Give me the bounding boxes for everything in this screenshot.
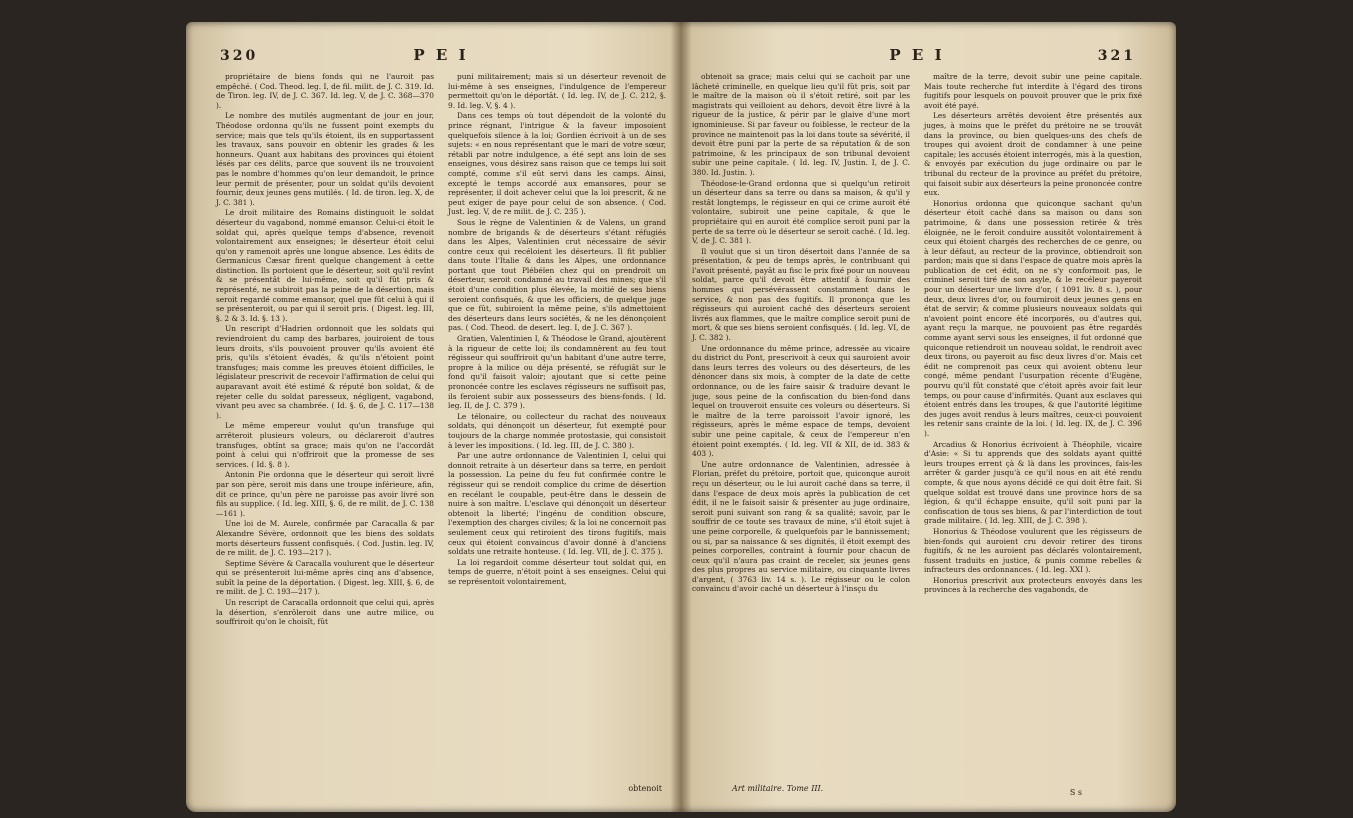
paragraph: Les déserteurs arrêtés devoient être présentés aux juges, à moins que le préfet du prétoire ne se trouvât dans la province, ou bien quelques-uns des chefs de troupes qui avoient droit de condamner à une peine capitale; les accusés étoient interrogés, mis à la question, & envoyés par exécution du juge ordinaire ou par le tribunal du recteur de la province au préfet du prétoire, qui faisoit subir aux déserteurs la peine prononcée contre eux. xyxy=(924,111,1142,198)
paragraph: Une ordonnance du même prince, adressée au vicaire du district du Pont, prescrivoit à ceux qui sauroient avoir dans leurs terres des voleurs ou des déserteurs, de les dénoncer dans six mois, à compter de la date de cette ordonnance, ou de les faire saisir & traduire devant le juge, sous peine de la confiscation du bien-fond dans lequel on trouveroit ensuite ces voleurs ou déserteurs. Si le maître de la terre paroissoit l'avoir ignoré, les régisseurs, après le même espace de temps, devoient subir une peine capitale, & ceux de l'empereur n'en étoient point exemptés. ( Id. leg. VII & XII, de id. 383 & 403 ). xyxy=(692,343,910,459)
left-column-1 xyxy=(216,72,434,779)
book-spread xyxy=(186,22,1176,812)
right-page xyxy=(692,46,1142,801)
paragraph: propriétaire de biens fonds qui ne l'auroit pas empêché. ( Cod. Theod. leg. I, de fil. milit. de J. C. 319. Id. de Tiron. leg. IV, de J. C. 367. Id. leg. V, de J. C. 368—370 ). xyxy=(216,72,434,110)
left-column-2 xyxy=(448,72,666,779)
paragraph: Honorius prescrivit aux protecteurs envoyés dans les provinces à la recherche des vagabonds, de xyxy=(924,575,1142,595)
paragraph: Sous le règne de Valentinien & de Valens, un grand nombre de brigands & de déserteurs s'étant réfugiés dans les Alpes, Valentinien crut nécessaire de sévir contre ceux qui recéloient les déserteurs. Il fit publier dans toute l'Italie & dans les Alpes, une ordonnance portant que tout Plébéïen chez qui on prendroit un déserteur, seroit condamné au travail des mines; que s'il étoit d'une condition plus élevée, la moitié de ses biens seroient confisqués, & que les officiers, de quelque juge que ce fût, subiroient la même peine, s'ils admettoient des déserteurs dans leurs sociétés, & ne les dénonçoient pas. ( Cod. Theod. de desert. leg. I, de J. C. 367 ). xyxy=(448,217,666,333)
right-page-number: 321 xyxy=(1097,48,1136,64)
signature-line: Art militaire. Tome III. xyxy=(732,784,824,793)
paragraph: Septime Sévère & Caracalla voulurent que le déserteur qui se présenteroit lui-même après cinq ans d'absence, subît la peine de la déportation. ( Digest. leg. XIII, §. 6, de re milit. de J. C. 193—217 ). xyxy=(216,558,434,597)
paragraph: Arcadius & Honorius écrivoient à Théophile, vicaire d'Asie: « Si tu apprends que des soldats ayant quitté leurs troupes errent çà & là dans les provinces, fais-les arrêter & garder jusqu'à ce qu'il nous en ait été rendu compte, & que nous ayons décidé ce qui doit être fait. Si quelque soldat est trouvé dans une province hors de sa légion, & qu'il échappe ensuite, qu'il soit puni par la confiscation de tous ses biens, & par l'interdiction de tout grade militaire. ( Id. leg. XIII, de J. C. 398 ). xyxy=(924,439,1142,526)
right-column-1 xyxy=(692,72,910,779)
signature-mark: S s xyxy=(1069,788,1082,797)
left-running-head xyxy=(216,46,666,68)
paragraph: Une loi de M. Aurele, confirmée par Caracalla & par Alexandre Sévère, ordonnoit que les biens des soldats morts déserteurs fussent confisqués. ( Cod. Justin. leg. IV, de re milit. de J. C. 193—217 ). xyxy=(216,519,434,558)
book-gutter xyxy=(670,22,692,812)
left-footer xyxy=(216,781,666,799)
paragraph: Gratien, Valentinien I, & Théodose le Grand, ajoutèrent à la rigueur de cette loi; ils condamnèrent au feu tout régisseur qui souffriroit qu'un habitant d'une autre terre, propre à la milice ou déja présenté, se réfugiât sur le fond qu'il faisoit valoir; ajoutant que si cette peine prononcée contre les esclaves régisseurs ne suffisoit pas, ils feroient subir aux possesseurs des biens-fonds. ( Id. leg. II, de J. C. 379 ). xyxy=(448,334,666,411)
paragraph: Honorius & Théodose voulurent que les régisseurs de bien-fonds qui auroient cru devoir retirer des tirons fugitifs, & ne les auroient pas déclarés volontairement, fussent traduits en justice, & punis comme rebelles & infracteurs des ordonnances. ( Id. leg. XXI ). xyxy=(924,526,1142,575)
paragraph: La loi regardoit comme déserteur tout soldat qui, en temps de guerre, n'étoit point à ses enseignes. Celui qui se représentoit volontairement, xyxy=(448,557,666,586)
paragraph: Un rescript d'Hadrien ordonnoit que les soldats qui reviendroient du camp des barbares, jouiroient de tous leurs droits, s'ils pouvoient prouver qu'ils avoient été pris, qu'ils s'étoient évadés, & qu'ils n'étoient point transfuges; mais comme les preuves étoient difficiles, le législateur prescrivit de recevoir l'affirmation de celui qui auparavant avoit été estimé & réputé bon soldat, & de rejeter celle du soldat paresseux, négligent, vagabond, vivant peu avec sa chambrée. ( Id. §. 6, de J. C. 117—138 ). xyxy=(216,324,434,420)
paragraph: Il voulut que si un tiron désertoit dans l'année de sa présentation, & peu de temps après, le contribuant qui l'avoit présenté, payât au fisc le prix fixé pour un nouveau soldat, parce qu'il devoit être attentif à fournir des hommes qui persévérassent constamment dans le service, & non pas des fugitifs. Il prononça que les régisseurs qui auroient caché des déserteurs seroient livrés aux flammes, que le maître complice seroit puni de mort, & que ses biens seroient confisqués. ( Id. leg. VI, de J. C. 382 ). xyxy=(692,246,910,343)
paragraph: Le télonaire, ou collecteur du rachat des nouveaux soldats, qui dénonçoit un déserteur, fut exempté pour toujours de la charge nommée protostasie, qui consistoit à lever les impositions. ( Id. leg. III, de J. C. 380 ). xyxy=(448,411,666,450)
paragraph: Le droit militaire des Romains distinguoit le soldat déserteur du vagabond, nommé emansor. Celui-ci étoit le soldat qui, après quelque temps d'absence, revenoit volontairement aux enseignes; le déserteur étoit celui qu'on y ramenoit après une longue absence. Les édits de Germanicus Cæsar firent quelque changement à cette distinction. Ils portoient que le déserteur, soit qu'il revînt & se présentât de lui-même, soit qu'il fût pris & représenté, ne subiroit pas la peine de la désertion, mais seroit regardé comme emansor, quel que fût celui à qui il se présenteroit, ou par qui il seroit pris. ( Digest. leg. III, §. 2 & 3. Id. §. 13 ). xyxy=(216,208,434,323)
paragraph: maître de la terre, devoit subir une peine capitale. Mais toute recherche fut interdite à l'égard des tirons fugitifs pour lesquels on pouvoit prouver que le prix fixé avoit été payé. xyxy=(924,72,1142,110)
paragraph: Dans ces temps où tout dépendoit de la volonté du prince régnant, l'intrigue & la faveur imposoient quelquefois silence à la loi; Gordien écrivoit à un de ses sujets: « en nous représentant que le mari de votre sœur, rétabli par notre indulgence, a été sept ans loin de ses enseignes, vous désirez sans raison que ce temps lui soit compté, comme s'il eût servi dans les camps. Ainsi, excepté le temps accordé aux emansores, pour se représenter, il doit achever celui que la loi prescrit, & ne peut exiger de paye pour celui de son absence. ( Cod. Just. leg. V, de re milit. de J. C. 235 ). xyxy=(448,111,666,217)
left-page xyxy=(216,46,666,801)
paragraph: Honorius ordonna que quiconque sachant qu'un déserteur étoit caché dans sa maison ou dans son patrimoine, & dans une possession retirée & très éloignée, ne le feroit conduire aussitôt volontairement à ceux qui étoient chargés des recherches de ce genre, ou à leur défaut, au recteur de la province, obtiendroit son pardon; mais que si dans l'espace de quatre mois après la publication de cet édit, on ne s'y conformoit pas, le criminel seroit tiré de son asyle, & le recéleur payeroit pour un déserteur une livre d'or, ( 1091 liv. 8 s. ), pour deux, deux livres d'or, ou fourniroit deux jeunes gens en état de servir; & comme plusieurs nouveaux soldats qui n'avoient point encore été incorporés, ou d'autres qui, ayant reçu la marque, ne pouvoient pas être regardés comme ayant servi sous les enseignes, il fut ordonné que quiconque retiendroit un nouveau soldat, le rendroit avec deux tirons, ou payeroit au fisc deux livres d'or. Mais cet édit ne comprenoit pas ceux qui avoient obtenu leur congé, même pendant l'usurpation récente d'Eugène, pourvu qu'il fût constaté que c'étoit après avoir fait leur temps, ou pour cause d'infirmités. Quant aux esclaves qui étoient entrés dans les troupes, & que l'autorité légitime des juges avoit rendus à leurs maîtres, ceux-ci pouvoient les retenir sans crainte de la loi. ( Id. leg. IX, de J. C. 396 ). xyxy=(924,198,1142,438)
paragraph: Une autre ordonnance de Valentinien, adressée à Florian, préfet du prétoire, portoit que, quiconque auroit reçu un déserteur, ou le lui auroit caché dans sa terre, il dans l'espace de deux mois après la publication de cet édit, il ne le faisoit saisir & présenter au juge ordinaire, seroit puni suivant son rang & sa qualité; savoir, par le souffrir de ce toute ses travaux de mine, s'il étoit sujet à une peine corporelle, & quelquefois par le bannissement; ou si, par sa naissance & ses dignités, il étoit exempt des peines corporelles, contraint à fournir pour chacun de ceux qu'il n'aura pas craint de receler, six jeunes gens des plus propres au service militaire, ou cinquante livres d'argent, ( 3763 liv. 14 s. ). Le régisseur ou le colon convaincu d'avoir caché un déserteur à l'insçu du xyxy=(692,459,910,594)
right-running-head xyxy=(692,46,1142,68)
paragraph: Par une autre ordonnance de Valentinien I, celui qui donnoit retraite à un déserteur dans sa terre, en perdoit la possession. La peine du feu fut confirmée contre le régisseur qui se rendoit complice du crime de désertion en recélant le coupable, peut-être dans le dessein de nuire à son maître. L'esclave qui dénonçoit un déserteur obtenoit la liberté; l'ingénu de condition obscure, l'exemption des charges civiles; & la loi ne concernoit pas seulement ceux qui retiroient des tirons fugitifs, mais ceux qui étoient convaincus d'avoir donné à d'anciens soldats une retraite honteuse. ( Id. leg. VII, de J. C. 375 ). xyxy=(448,451,666,557)
right-columns xyxy=(692,72,1142,779)
paragraph: Le même empereur voulut qu'un transfuge qui arrêteroit plusieurs voleurs, ou déclareroit d'autres transfuges, obtînt sa grace; mais qu'on ne l'accordât point à celui qui n'offriroit que la promesse de ses services. ( Id. §. 8 ). xyxy=(216,421,434,469)
right-footer xyxy=(692,781,1142,799)
paragraph: Un rescript de Caracalla ordonnoit que celui qui, après la désertion, s'enrôleroit dans une autre milice, ou souffriroit qu'on le choisît, fût xyxy=(216,598,434,627)
left-columns xyxy=(216,72,666,779)
paragraph: Théodose-le-Grand ordonna que si quelqu'un retiroit un déserteur dans sa terre ou dans sa maison, & qu'il y restât longtemps, le régisseur en qui ce crime auroit été volontaire, subiroit une peine capitale, & que le propriétaire qui en auroit été complice seroit puni par la perte de sa terre où le déserteur se seroit caché. ( Id. leg. V, de J. C. 381 ). xyxy=(692,178,910,246)
left-page-number: 320 xyxy=(220,48,259,64)
paragraph: Antonin Pie ordonna que le déserteur qui seroit livré par son père, seroit mis dans une troupe inférieure, afin, dit ce prince, qu'un père ne paroisse pas avoir livré son fils au supplice. ( Id. leg. XIII, §. 6, de re milit. de J. C. 138—161 ). xyxy=(216,470,434,518)
right-head-title: P E I xyxy=(889,46,945,64)
left-head-title: P E I xyxy=(413,46,469,64)
paragraph: Le nombre des mutilés augmentant de jour en jour, Théodose ordonna qu'ils ne fussent point exempts du service; mais que tels qu'ils étoient, ils en supportassent les travaux, sans pouvoir en obtenir les grades & les honneurs. Quant aux habitans des provinces qui étoient lésés par ces délits, parce que souvent ils ne trouvoient pas le nombre d'hommes qu'on leur demandoit, le prince leur permit de présenter, pour un soldat qu'ils devoient fournir, deux jeunes gens mutilés. ( Id. de tiron. leg. X, de J. C. 381 ). xyxy=(216,111,434,207)
right-column-2 xyxy=(924,72,1142,779)
paragraph: obtenoit sa grace; mais celui qui se cachoit par une lâcheté criminelle, en quelque lieu qu'il fût pris, soit par le maître de la maison où il s'étoit retiré, soit par les magistrats qui veilloient au dehors, devoit être livré à la rigueur de la justice, & périr par le glaive d'une mort ignominieuse. Si par faveur ou foiblesse, le recteur de la province ne maintenoit pas la loi dans toute sa sévérité, il devoit être puni par la perte de sa réputation & de son patrimoine, & les principaux de son tribunal devoient subir une peine capitale. ( Id. leg. IV, Justin. I, de J. C. 380. Id. Justin. ). xyxy=(692,72,910,177)
left-catchword: obtenoit xyxy=(628,784,662,793)
paragraph: puni militairement; mais si un déserteur revenoit de lui-même à ses enseignes, l'indulgence de l'empereur permettoit qu'on le déportât. ( Id. leg. IV, de J. C. 212, §. 9. Id. leg. V, §. 4 ). xyxy=(448,72,666,110)
